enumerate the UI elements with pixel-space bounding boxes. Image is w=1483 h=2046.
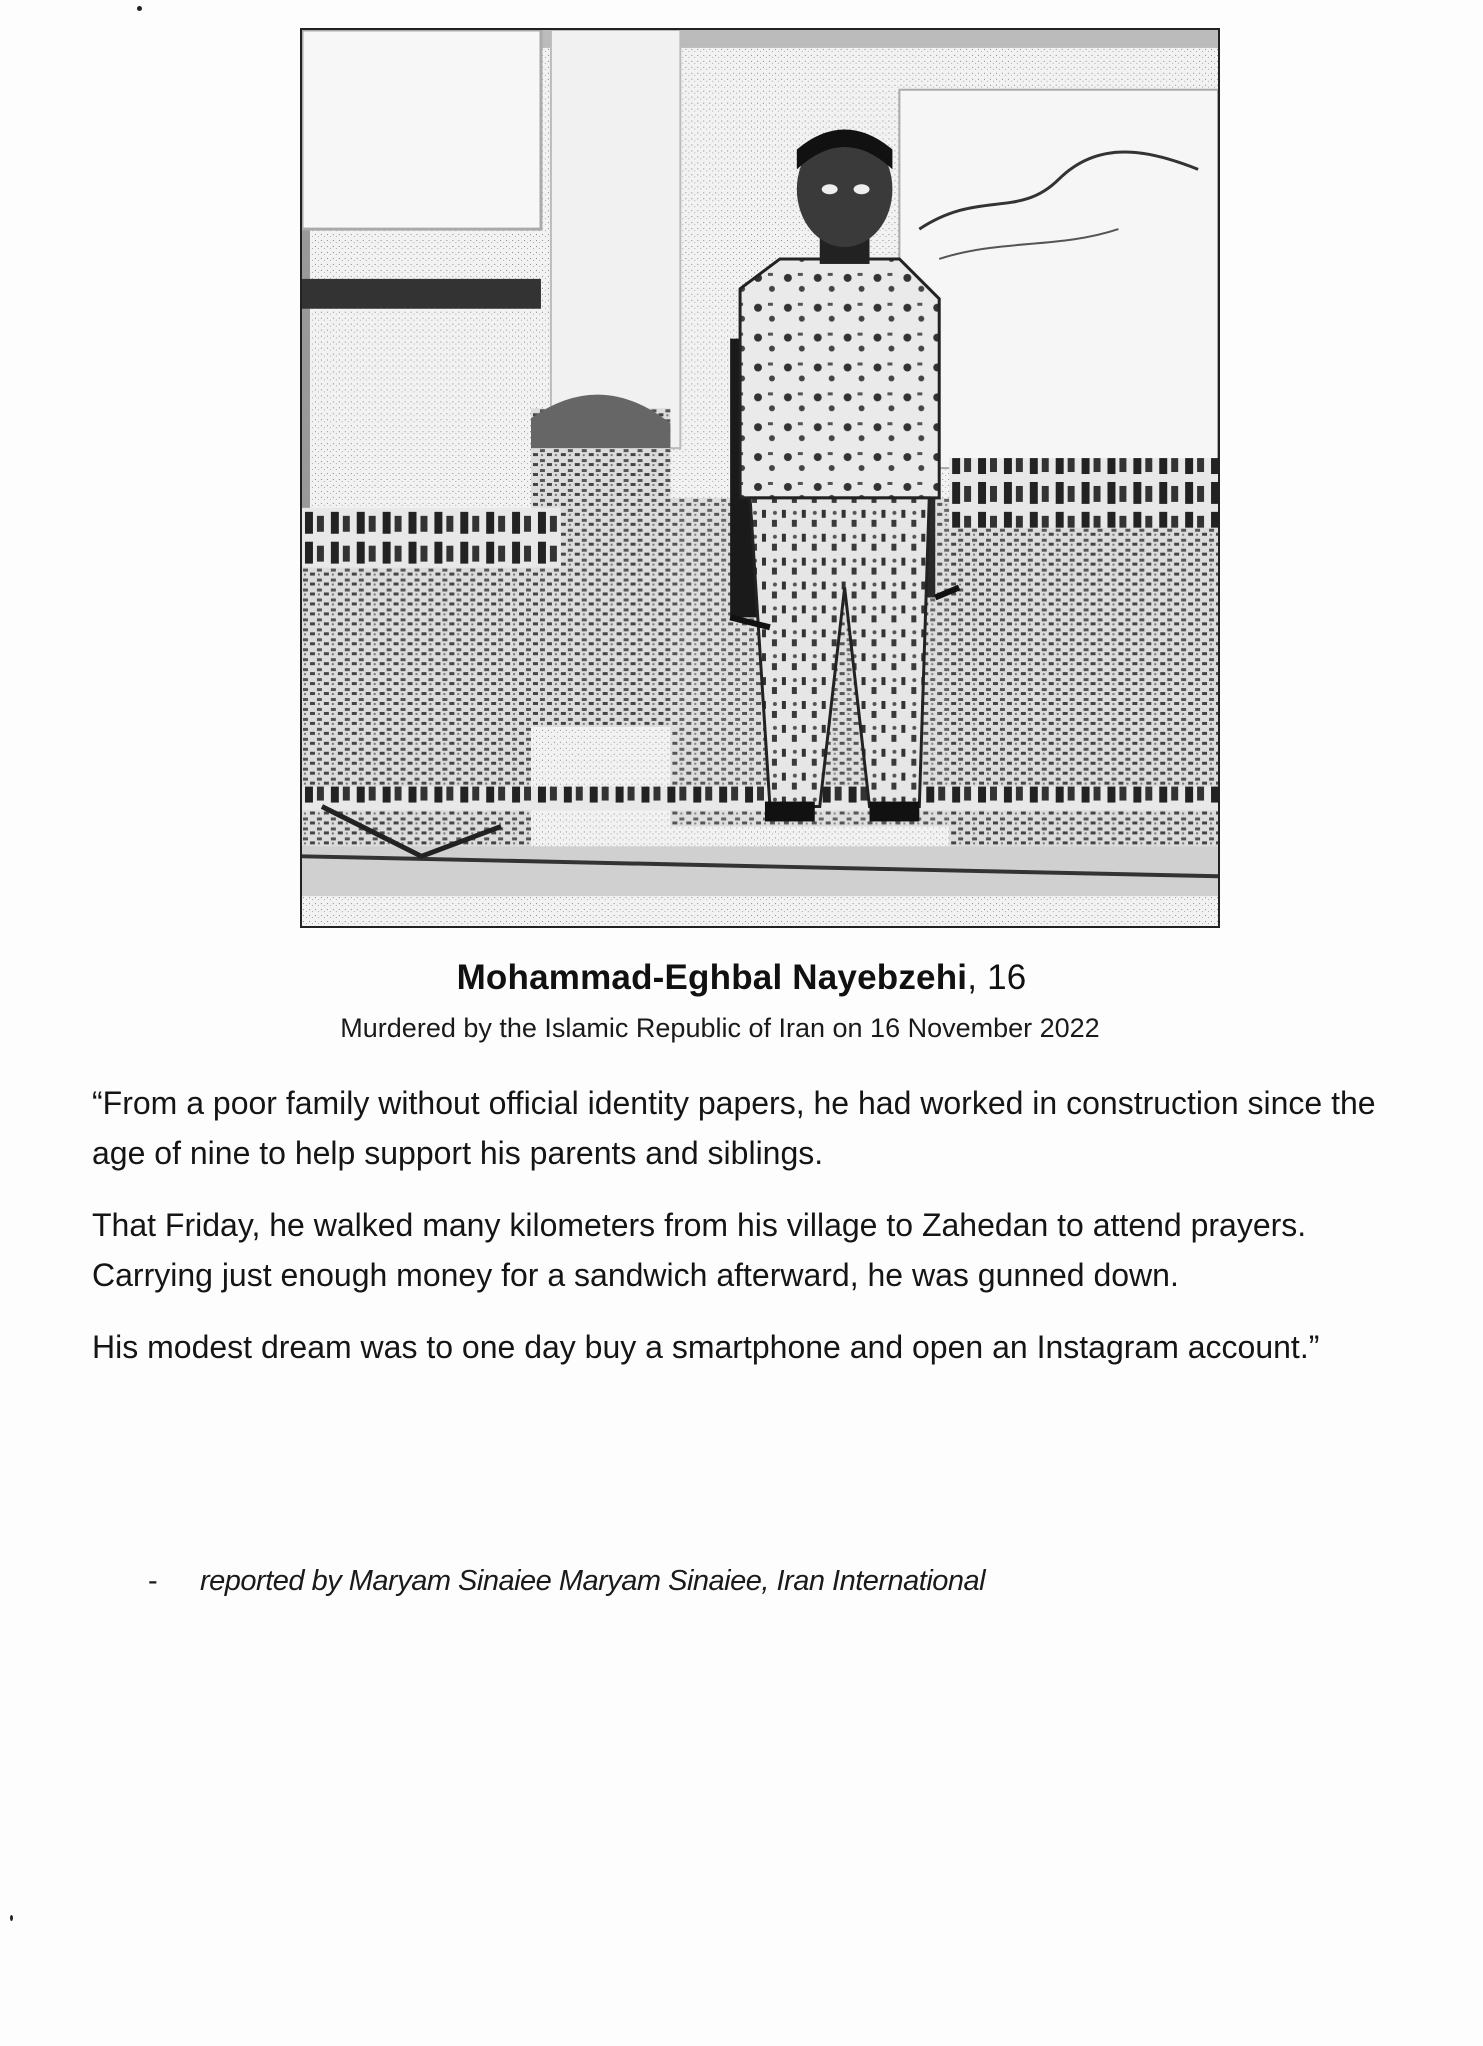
caption-name — [0, 958, 1483, 998]
person-age: , 16 — [967, 958, 1027, 997]
caption-subtitle: Murdered by the Islamic Republic of Iran on 16 November 2022 — [340, 1013, 1100, 1043]
attribution-dash: - — [148, 1565, 158, 1597]
scan-speck — [10, 1915, 13, 1921]
quote-paragraph: “From a poor family without official identity papers, he had worked in construction since the age of nine to help support his parents and siblings. — [92, 1085, 1376, 1171]
attribution — [148, 1565, 985, 1598]
quote-paragraph: His modest dream was to one day buy a smartphone and open an Instagram account.” — [92, 1329, 1320, 1365]
quote-body — [92, 1078, 1392, 1394]
attribution-text: reported by Maryam Sinaiee Maryam Sinaiee, Iran International — [200, 1565, 986, 1597]
portrait-photo-drawing — [302, 30, 1218, 926]
portrait-photo — [300, 28, 1220, 928]
quote-paragraph: That Friday, he walked many kilometers from his village to Zahedan to attend prayers. Carrying just enough money for a sandwich afterward, he was gunned down. — [92, 1207, 1307, 1293]
person-name: Mohammad-Eghbal Nayebzehi — [456, 958, 968, 997]
scan-speck — [137, 6, 142, 11]
